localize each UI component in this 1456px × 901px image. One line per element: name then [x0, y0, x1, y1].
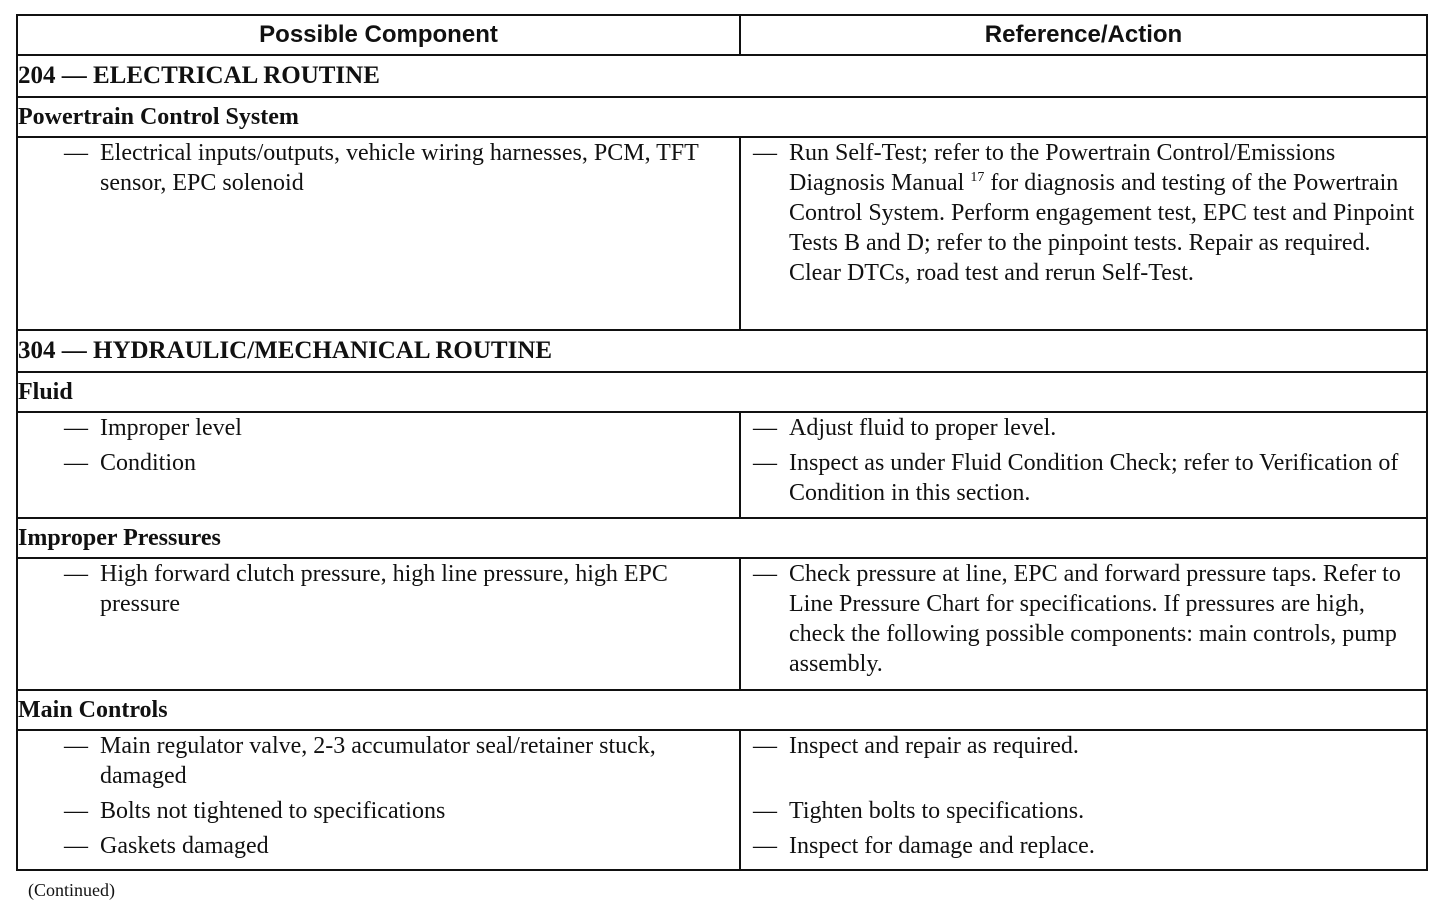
- column-header-action: Reference/Action: [740, 15, 1427, 55]
- subsection-row-pressures: [17, 518, 1427, 558]
- column-header-component: Possible Component: [17, 15, 740, 55]
- section-row-electrical: [17, 55, 1427, 97]
- component-item: [18, 138, 739, 198]
- subsection-title-pressures: Improper Pressures: [17, 518, 1427, 558]
- action-item: [741, 413, 1426, 443]
- dash-marker: —: [64, 415, 88, 441]
- action-text: Inspect as under Fluid Condition Check; refer to Verification of Condition in this section.: [789, 450, 1399, 506]
- action-text: [789, 138, 1426, 288]
- action-item: [741, 138, 1426, 288]
- component-text: Gaskets damaged: [100, 833, 269, 859]
- action-text: Adjust fluid to proper level.: [789, 415, 1057, 441]
- reference-superscript: 17: [970, 170, 985, 185]
- component-text: Main regulator valve, 2-3 accumulator seal/retainer stuck, damaged: [100, 733, 656, 789]
- subsection-row-main-controls: [17, 690, 1427, 730]
- action-text: Inspect for damage and replace.: [789, 833, 1095, 859]
- action-text: Tighten bolts to specifications.: [789, 798, 1085, 824]
- action-cell: [740, 558, 1427, 690]
- component-text: Bolts not tightened to specifications: [100, 798, 446, 824]
- dash-marker: —: [753, 798, 777, 824]
- component-item: [18, 731, 739, 791]
- action-item: [741, 448, 1426, 508]
- diagnosis-document: [16, 14, 1426, 871]
- component-item: [18, 413, 739, 443]
- action-item: [741, 731, 1426, 761]
- section-row-hydraulic: [17, 330, 1427, 372]
- dash-marker: —: [753, 833, 777, 859]
- diagnosis-table: [16, 14, 1428, 871]
- section-title-hydraulic: 304 — HYDRAULIC/MECHANICAL ROUTINE: [17, 330, 1427, 372]
- component-item: [18, 559, 739, 619]
- dash-marker: —: [64, 450, 88, 476]
- component-cell: [17, 730, 740, 870]
- dash-marker: —: [64, 798, 88, 824]
- dash-marker: —: [64, 833, 88, 859]
- dash-marker: —: [753, 450, 777, 476]
- action-text: Check pressure at line, EPC and forward pressure taps. Refer to Line Pressure Chart for specifications. If pressures are high, check the following possible components: main controls, pump assembly.: [789, 561, 1401, 677]
- component-text: Improper level: [100, 415, 242, 441]
- component-item: [18, 796, 739, 826]
- action-cell: [740, 730, 1427, 870]
- component-cell: [17, 137, 740, 330]
- action-cell: [740, 412, 1427, 518]
- action-cell: [740, 137, 1427, 330]
- dash-marker: —: [64, 140, 88, 166]
- subsection-title-main-controls: Main Controls: [17, 690, 1427, 730]
- dash-marker: —: [64, 561, 88, 587]
- action-text-after: for diagnosis and testing of the Powertrain Control System. Perform engagement test, EPC test and Pinpoint Tests B and D; refer to the pinpoint tests. Repair as required. Clear DTCs, road test and rerun Self-Test.: [789, 170, 1415, 286]
- dash-marker: —: [64, 733, 88, 759]
- table-row: [17, 137, 1427, 330]
- table-row: [17, 558, 1427, 690]
- subsection-title-fluid: Fluid: [17, 372, 1427, 412]
- subsection-title-powertrain: Powertrain Control System: [17, 97, 1427, 137]
- component-text: High forward clutch pressure, high line pressure, high EPC pressure: [100, 561, 668, 617]
- action-item: [741, 796, 1426, 826]
- dash-marker: —: [753, 733, 777, 759]
- action-item: [741, 559, 1426, 679]
- action-item: [741, 831, 1426, 861]
- subsection-row-powertrain: [17, 97, 1427, 137]
- continued-note: (Continued): [28, 880, 115, 900]
- subsection-row-fluid: [17, 372, 1427, 412]
- component-cell: [17, 412, 740, 518]
- component-cell: [17, 558, 740, 690]
- dash-marker: —: [753, 561, 777, 587]
- table-row: [17, 730, 1427, 870]
- table-row: [17, 412, 1427, 518]
- component-text: Electrical inputs/outputs, vehicle wiring harnesses, PCM, TFT sensor, EPC solenoid: [100, 140, 699, 196]
- action-text: Inspect and repair as required.: [789, 733, 1079, 759]
- component-item: [18, 831, 739, 861]
- section-title-electrical: 204 — ELECTRICAL ROUTINE: [17, 55, 1427, 97]
- action-text-before: Run Self-Test; refer to the Powertrain Control/Emissions Diagnosis Manual: [789, 140, 1336, 196]
- header-row: [17, 15, 1427, 55]
- component-text: Condition: [100, 450, 197, 476]
- component-item: [18, 448, 739, 478]
- dash-marker: —: [753, 140, 777, 166]
- dash-marker: —: [753, 415, 777, 441]
